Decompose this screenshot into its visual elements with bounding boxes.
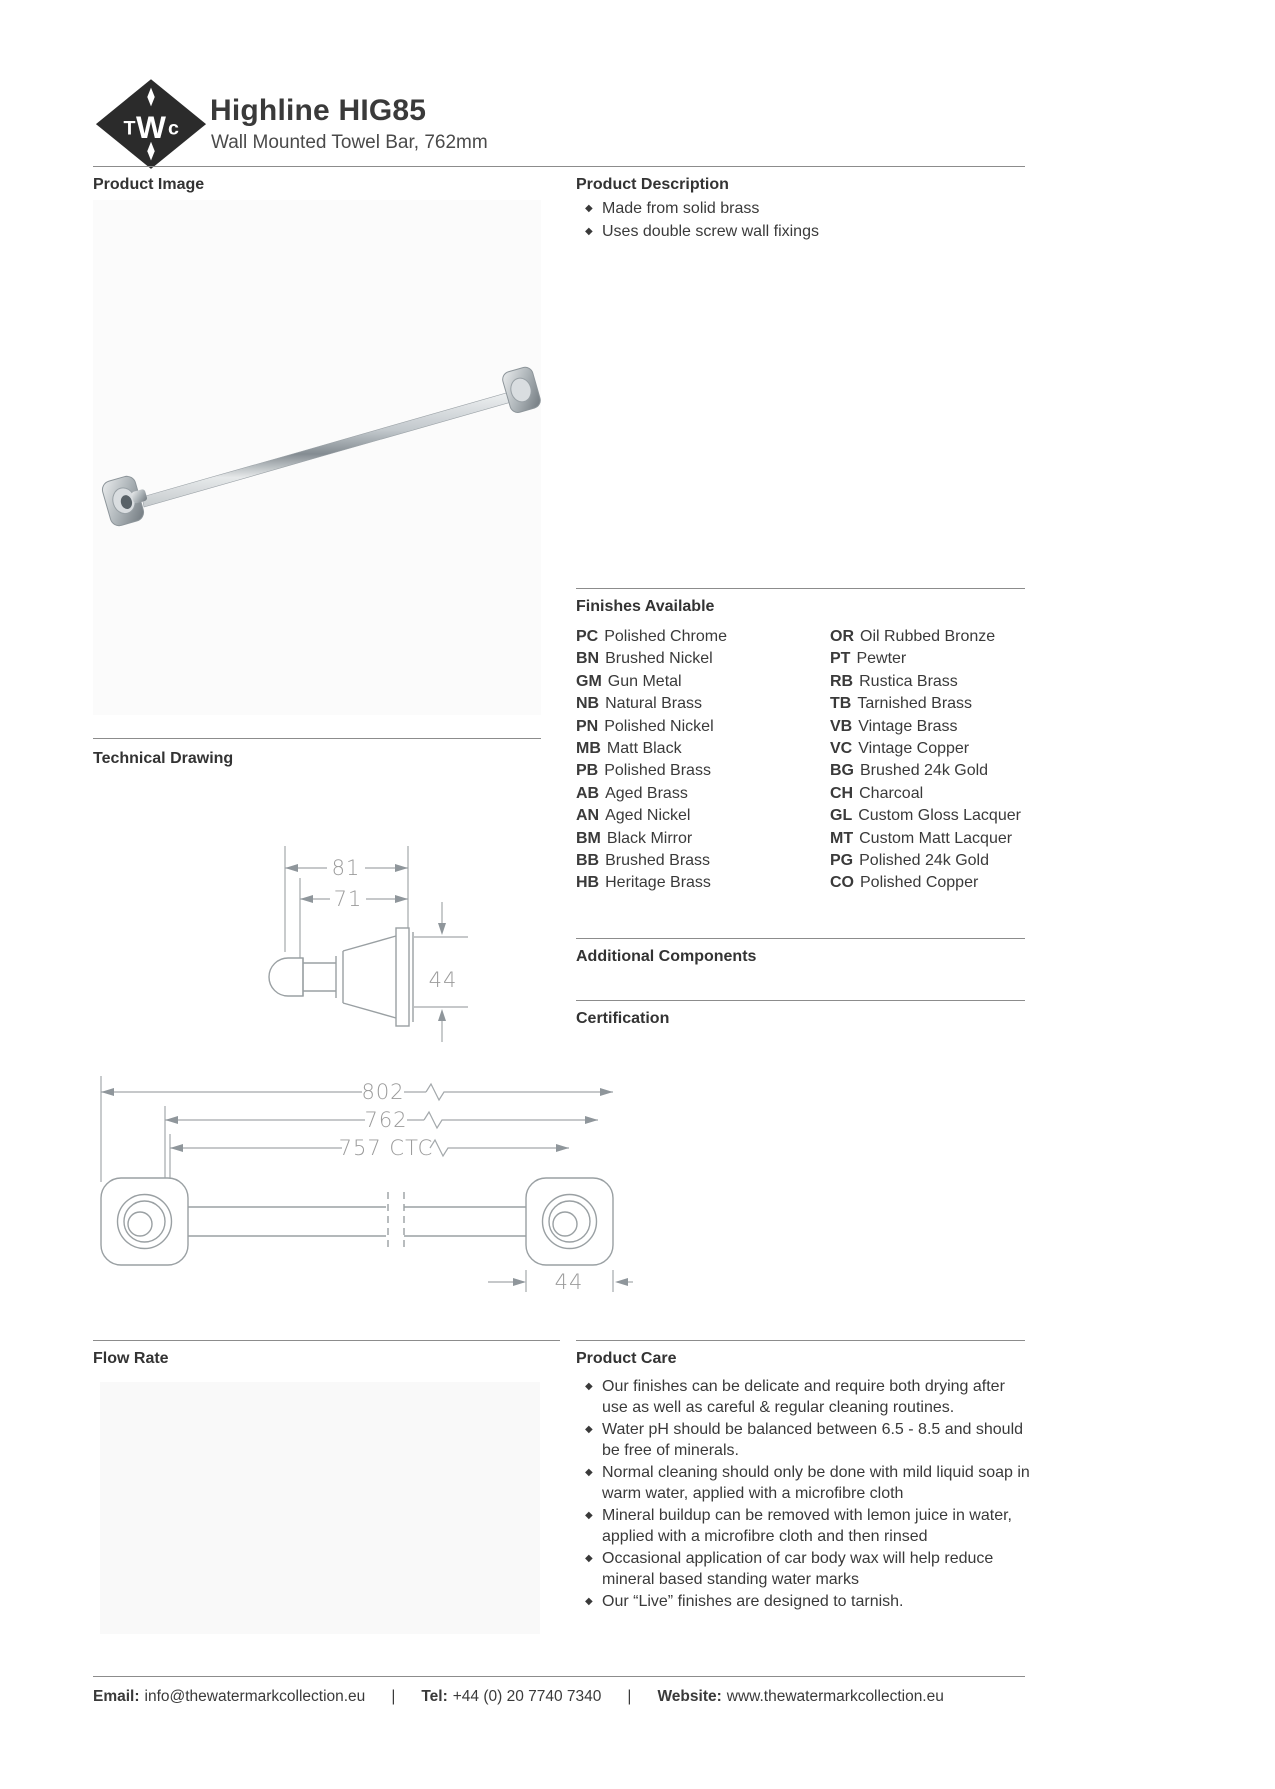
section-product-care: Product Care — [576, 1350, 677, 1367]
finish-item: CH Charcoal — [830, 784, 924, 802]
tel-label: Tel: — [421, 1688, 448, 1705]
product-care-list — [578, 1376, 1030, 1613]
finish-item: PT Pewter — [830, 650, 907, 668]
list-item — [578, 1376, 1030, 1418]
header-divider — [93, 166, 1025, 167]
care-bullet: Normal cleaning should only be done with mild liquid soap in warm water, applied with a microfibre cloth — [602, 1464, 1030, 1502]
finish-item: NB Natural Brass — [576, 695, 703, 713]
finish-item: TB Tarnished Brass — [830, 695, 973, 713]
bullet-diamond-icon: ◆ — [585, 1553, 593, 1564]
finish-item: GL Custom Gloss Lacquer — [830, 807, 1021, 825]
logo-letter-c: c — [167, 117, 179, 140]
email-link[interactable]: info@thewatermarkcollection.eu — [144, 1688, 366, 1705]
tel-link[interactable]: +44 (0) 20 7740 7340 — [452, 1688, 602, 1705]
dimension-label-71: 71 — [333, 887, 363, 911]
page-title: Highline HIG85 — [210, 94, 427, 127]
section-product-image: Product Image — [93, 176, 205, 193]
finishes-column-left — [576, 626, 727, 895]
dimension-label-762: 762 — [364, 1108, 408, 1132]
finish-item: PC Polished Chrome — [576, 628, 727, 645]
bullet-diamond-icon: ◆ — [585, 1596, 593, 1607]
page-subtitle: Wall Mounted Towel Bar, 762mm — [211, 132, 488, 153]
finish-item: AN Aged Nickel — [576, 807, 691, 825]
care-bullet: Water pH should be balanced between 6.5 - 8.5 and should be free of minerals. — [602, 1421, 1024, 1459]
footer-divider — [93, 1676, 1025, 1677]
bullet-diamond-icon: ◆ — [585, 203, 593, 214]
dimension-label-81: 81 — [331, 856, 361, 880]
side-view-bracket-profile — [269, 928, 413, 1026]
technical-drawing-divider — [93, 738, 541, 739]
list-item — [578, 221, 1030, 242]
section-additional-components: Additional Components — [576, 948, 757, 965]
finish-item: PN Polished Nickel — [576, 717, 714, 735]
front-view-bar-drawing — [101, 1178, 613, 1265]
finish-item: PB Polished Brass — [576, 762, 711, 780]
certification-divider — [576, 1000, 1025, 1001]
list-item — [578, 1419, 1030, 1461]
technical-drawing — [90, 830, 635, 1300]
description-bullet: Made from solid brass — [602, 200, 760, 217]
finish-item: VB Vintage Brass — [830, 717, 958, 735]
section-flow-rate: Flow Rate — [93, 1350, 169, 1367]
side-view-arrowheads — [285, 864, 446, 1021]
description-bullet: Uses double screw wall fixings — [602, 223, 819, 240]
website-link[interactable]: www.thewatermarkcollection.eu — [726, 1688, 944, 1705]
finish-item: CO Polished Copper — [830, 874, 979, 892]
footer-separator: | — [627, 1688, 632, 1705]
product-description-list — [578, 198, 1030, 244]
finish-item: OR Oil Rubbed Bronze — [830, 628, 996, 645]
dimension-label-802: 802 — [361, 1080, 405, 1104]
finish-item: MB Matt Black — [576, 740, 682, 758]
list-item — [578, 1462, 1030, 1504]
website-label: Website: — [657, 1688, 722, 1705]
list-item — [578, 1591, 1030, 1612]
dimension-label-757ctc: 757 CTC — [338, 1136, 434, 1160]
additional-components-divider — [576, 938, 1025, 939]
dimension-label-44-side: 44 — [428, 968, 458, 992]
care-bullet: Mineral buildup can be removed with lemon juice in water, applied with a microfibre cloth and then rinsed — [602, 1507, 1012, 1545]
finish-item: BB Brushed Brass — [576, 852, 711, 870]
care-bullet: Our “Live” finishes are designed to tarnish. — [602, 1593, 904, 1610]
dimension-label-44-front: 44 — [554, 1270, 584, 1294]
flow-rate-placeholder — [100, 1382, 540, 1634]
footer-contact-bar — [93, 1688, 1025, 1706]
bullet-diamond-icon: ◆ — [585, 1424, 593, 1435]
bullet-diamond-icon: ◆ — [585, 1467, 593, 1478]
logo-letter-w: W — [136, 109, 166, 146]
list-item — [578, 1505, 1030, 1547]
section-technical-drawing: Technical Drawing — [93, 750, 234, 767]
finish-item: BG Brushed 24k Gold — [830, 762, 989, 780]
finish-item: BM Black Mirror — [576, 829, 693, 847]
bullet-diamond-icon: ◆ — [585, 1381, 593, 1392]
finish-item: MT Custom Matt Lacquer — [830, 829, 1013, 847]
list-item — [578, 198, 1030, 219]
finish-item: RB Rustica Brass — [830, 672, 958, 690]
list-item — [578, 1548, 1030, 1590]
twc-logo — [95, 76, 207, 174]
bullet-diamond-icon: ◆ — [585, 226, 593, 237]
email-label: Email: — [93, 1688, 140, 1705]
care-bullet: Occasional application of car body wax will help reduce mineral based standing water marks — [602, 1550, 994, 1588]
finish-item: HB Heritage Brass — [576, 874, 711, 892]
product-care-divider — [576, 1340, 1025, 1341]
bullet-diamond-icon: ◆ — [585, 1510, 593, 1521]
care-bullet: Our finishes can be delicate and require both drying after use as well as careful & regular cleaning routines. — [602, 1378, 1005, 1416]
finish-item: BN Brushed Nickel — [576, 650, 713, 668]
finish-item: GM Gun Metal — [576, 672, 682, 690]
product-photo-area — [93, 200, 541, 715]
finishes-divider — [576, 588, 1025, 589]
section-certification: Certification — [576, 1010, 670, 1027]
product-photo — [93, 200, 541, 715]
section-finishes-available: Finishes Available — [576, 598, 715, 615]
finish-item: VC Vintage Copper — [830, 740, 970, 758]
finishes-column-right — [830, 626, 1021, 895]
section-product-description: Product Description — [576, 176, 729, 193]
finish-item: PG Polished 24k Gold — [830, 852, 989, 870]
footer-separator: | — [391, 1688, 396, 1705]
finish-item: AB Aged Brass — [576, 784, 688, 802]
logo-letter-t: T — [123, 117, 136, 140]
flow-rate-divider — [93, 1340, 560, 1341]
